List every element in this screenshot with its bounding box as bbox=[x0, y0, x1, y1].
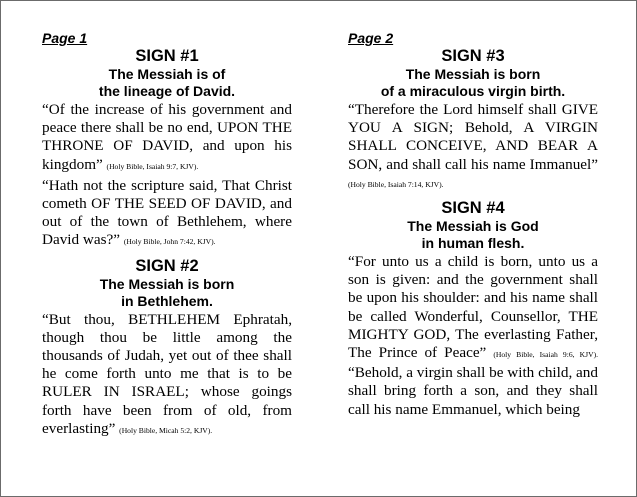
sign-1-paragraph-1 bbox=[42, 101, 292, 176]
sign-1-citation-2: (Holy Bible, John 7:42, KJV). bbox=[123, 237, 216, 247]
sign-3-title: SIGN #3 bbox=[441, 47, 505, 65]
sign-2-paragraph-1 bbox=[42, 311, 292, 440]
sign-4-citation-1: (Holy Bible, Isaiah 9:6, KJV). bbox=[493, 350, 598, 360]
sign-2-subtitle-line-1: The Messiah is born bbox=[99, 275, 235, 292]
sign-2-subtitle-line-2: in Bethlehem. bbox=[121, 292, 213, 309]
sign-1-title: SIGN #1 bbox=[135, 47, 199, 65]
sign-3-paragraph-1 bbox=[348, 101, 598, 194]
sign-4-title: SIGN #4 bbox=[441, 199, 505, 218]
sign-4-quote-2: “Behold, a virgin shall be with child, and shall bring forth a son, and they shall call his name Emmanuel, which being bbox=[348, 364, 598, 418]
page-2-label: Page 2 bbox=[348, 30, 394, 46]
sign-3-citation-1: (Holy Bible, Isaiah 7:14, KJV). bbox=[348, 179, 444, 189]
sign-1-paragraph-2 bbox=[42, 177, 292, 252]
sign-4-subtitle-line-2: in human flesh. bbox=[421, 235, 525, 252]
sign-2-title: SIGN #2 bbox=[135, 256, 199, 275]
sign-2-citation-1: (Holy Bible, Micah 5:2, KJV). bbox=[119, 425, 213, 435]
page-2-column bbox=[348, 30, 598, 419]
sign-1-quote-2: “Hath not the scripture said, That Christ cometh OF THE SEED OF DAVID, and out of the town of Bethlehem, where David was?” bbox=[42, 176, 292, 249]
sign-1-quote-1: “Of the increase of his government and peace there shall be no end, UPON THE THRONE OF DAVID, and upon his kingdom” bbox=[42, 101, 292, 173]
page-1-label: Page 1 bbox=[42, 30, 88, 46]
sign-3-quote-1: “Therefore the Lord himself shall GIVE YOU A SIGN; Behold, A VIRGIN SHALL CONCEIVE, AND BEAR A SON, and shall call his name Immanuel” bbox=[348, 101, 598, 173]
sign-4-subtitle-line-1: The Messiah is God bbox=[407, 218, 539, 235]
sign-4-paragraph-1 bbox=[348, 253, 598, 419]
sign-1-subtitle-line-2: the lineage of David. bbox=[98, 83, 236, 99]
sign-1-citation-1: (Holy Bible, Isaiah 9:7, KJV). bbox=[106, 161, 199, 171]
sign-4-quote-1: “For unto us a child is born, unto us a son is given: and the government shall be upon his shoulder: and his name shall be called Wonderful, Counsellor, THE MIGHTY GOD, The everlasting Father, The Prince of Peace” bbox=[348, 253, 598, 362]
sign-2-quote-1: “But thou, BETHLEHEM Ephratah, though thou be little among the thousands of Judah, yet out of thee shall he come forth unto me that is to be RULER IN ISRAEL; whose goings forth have been from of old, from everlasting” bbox=[42, 310, 292, 437]
sign-3-subtitle-line-2: of a miraculous virgin birth. bbox=[380, 83, 566, 99]
sign-3-subtitle-line-1: The Messiah is born bbox=[405, 66, 541, 82]
sign-1-subtitle-line-1: The Messiah is of bbox=[108, 66, 226, 82]
page-1-column bbox=[42, 30, 292, 440]
